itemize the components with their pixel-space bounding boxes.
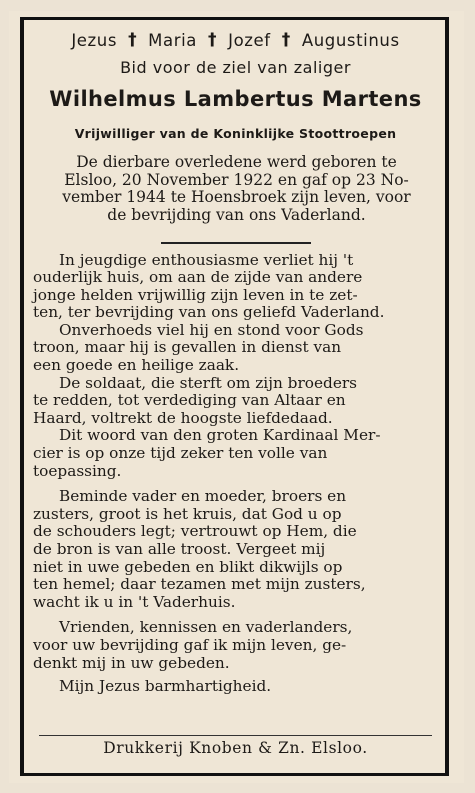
intro-line: Elsloo, 20 November 1922 en gaf op 23 No- (64, 170, 409, 189)
saint-name: Jozef (228, 30, 271, 50)
text-line: de schouders legt; vertrouwt op Hem, die (33, 522, 357, 541)
saints-line (31, 28, 440, 52)
saint-name: Augustinus (301, 30, 400, 50)
paragraph (33, 619, 440, 672)
prayer-request: Bid voor de ziel van zaliger (120, 58, 351, 77)
intro-line: de bevrijding van ons Vaderland. (107, 205, 366, 224)
text-line: Onverhoeds viel hij en stond voor Gods (59, 320, 364, 339)
saint-name: Jezus (71, 30, 118, 50)
memorial-text (33, 252, 440, 696)
deceased-name: Wilhelmus Lambertus Martens (49, 87, 422, 111)
closing-prayer (33, 678, 440, 696)
saint-name: Maria (148, 30, 197, 50)
text-line: te redden, tot verdediging van Altaar en (33, 391, 346, 410)
intro-line: De dierbare overledene werd geboren te (76, 153, 397, 171)
text-line: zusters, groot is het kruis, dat God u op (33, 504, 342, 523)
birth-death-intro (37, 154, 436, 224)
text-line: ten hemel; daar tezamen met mijn zusters, (33, 575, 366, 594)
cross-icon: † (128, 30, 138, 50)
text-line: Haard, voltrekt de hoogste liefdedaad. (33, 408, 333, 427)
deceased-rank: Vrijwilliger van de Koninklijke Stoottroepen (74, 126, 397, 141)
text-line: een goede en heilige zaak. (33, 356, 240, 375)
printer-credit: Drukkerij Knoben & Zn. Elsloo. (103, 739, 368, 757)
text-line: denkt mij in uw gebeden. (33, 653, 230, 672)
divider (161, 242, 311, 244)
text-line: niet in uwe gebeden en blikt dikwijls op (33, 557, 343, 576)
paragraph (33, 252, 440, 322)
footer-divider (39, 735, 432, 736)
text-line: Vrienden, kennissen en vaderlanders, (59, 618, 353, 637)
cross-icon: † (281, 30, 291, 50)
text-line: cier is op onze tijd zeker ten volle van (33, 444, 328, 463)
cross-icon: † (208, 30, 218, 50)
paragraph (33, 427, 440, 480)
paragraph (33, 322, 440, 375)
text-line: de bron is van alle troost. Vergeet mij (33, 540, 326, 558)
text-line: ten, ter bevrijding van ons geliefd Vaderland. (33, 303, 385, 322)
intro-line: vember 1944 te Hoensbroek zijn leven, voor (62, 188, 411, 206)
paragraph (33, 375, 440, 428)
paragraph (33, 488, 440, 611)
text-line: ouderlijk huis, om aan de zijde van andere (33, 268, 363, 287)
text-line: voor uw bevrijding gaf ik mijn leven, ge- (33, 635, 347, 654)
text-line: Beminde vader en moeder, broers en (59, 487, 347, 506)
text-line: wacht ik u in 't Vaderhuis. (33, 592, 236, 611)
text-line: toepassing. (33, 461, 122, 480)
text-line: jonge helden vrijwillig zijn leven in te zet- (33, 285, 358, 304)
text-line: troon, maar hij is gevallen in dienst van (33, 338, 342, 357)
text-line: Mijn Jezus barmhartigheid. (59, 677, 272, 696)
text-line: In jeugdige enthousiasme verliet hij 't (59, 250, 354, 269)
text-line: Dit woord van den groten Kardinaal Mer- (59, 426, 381, 445)
text-line: De soldaat, die sterft om zijn broeders (59, 373, 358, 392)
card-content (31, 23, 440, 771)
